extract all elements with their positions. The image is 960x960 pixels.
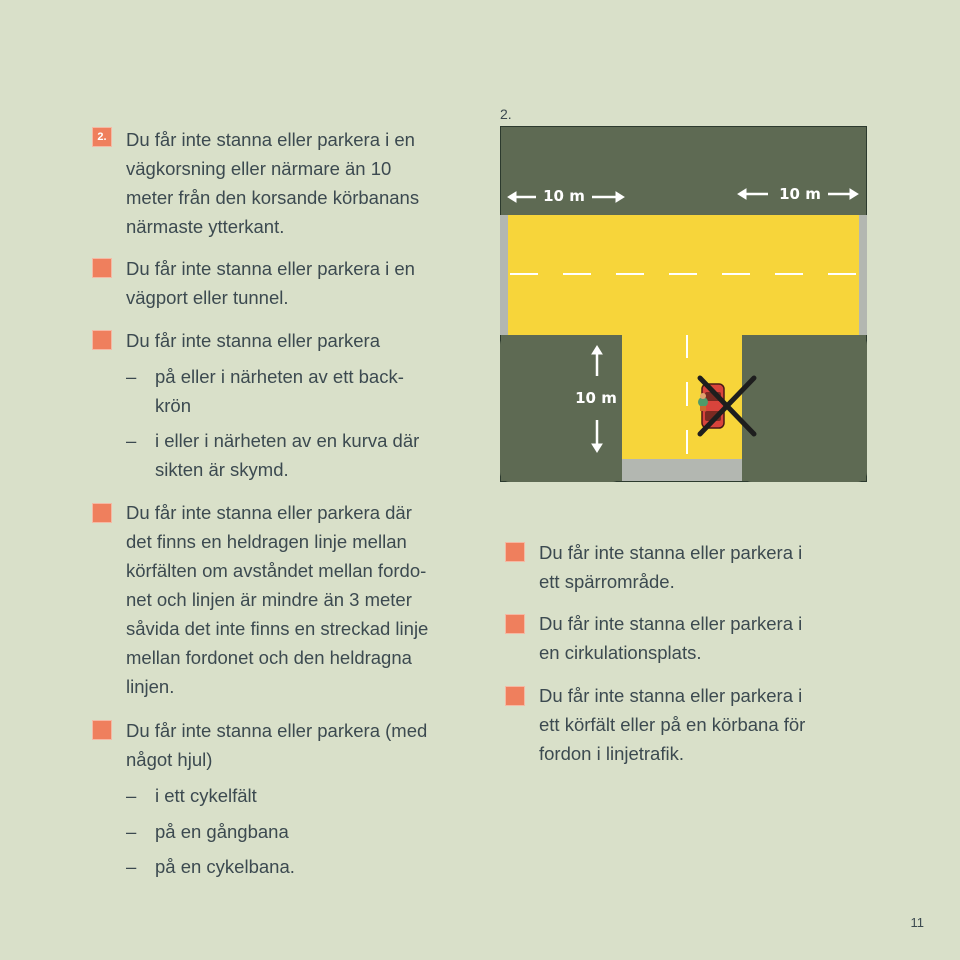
rule-line: ett körfält eller på en körbana för	[539, 714, 806, 735]
bullet-box	[92, 720, 112, 740]
rule-line: det finns en heldragen linje mellan	[126, 531, 407, 552]
rule-line: net och linjen är mindre än 3 meter	[126, 589, 412, 610]
rule-barrier-area	[539, 538, 802, 596]
rule-tunnel	[126, 254, 415, 312]
sub-rule-hill	[155, 362, 404, 420]
rule-bike-walk	[126, 716, 427, 774]
sub-rule-line: krön	[155, 395, 191, 416]
figure-label: 2.	[500, 106, 512, 122]
sidewalk-top-left	[500, 215, 508, 335]
sub-rule-bike-lane: i ett cykelfält	[155, 785, 257, 806]
rule-line: Du får inte stanna eller parkera i en	[126, 258, 415, 279]
dash: –	[126, 821, 137, 842]
rule-line: linjen.	[126, 676, 175, 697]
rule-line: mellan fordonet och den heldragna	[126, 647, 412, 668]
distance-label-vertical: 10 m	[575, 389, 617, 407]
rule-line: såvida det inte finns en streckad linje	[126, 618, 429, 639]
rule-line: meter från den korsande körbanans	[126, 187, 420, 208]
rule-line: ett spärrområde.	[539, 571, 675, 592]
rule-line: vägkorsning eller närmare än 10	[126, 158, 392, 179]
rule-line: något hjul)	[126, 749, 213, 770]
rule-roundabout	[539, 609, 802, 667]
dash: –	[126, 785, 137, 806]
distance-label-right: 10 m	[779, 185, 821, 203]
dash: –	[126, 366, 137, 387]
rule-line: Du får inte stanna eller parkera där	[126, 502, 412, 523]
intersection-diagram	[500, 126, 867, 482]
bullet-box	[505, 614, 525, 634]
rule-line: körfälten om avståndet mellan fordo-	[126, 560, 427, 581]
sub-rule-line: i eller i närheten av en kurva där	[155, 430, 420, 451]
bullet-box	[92, 258, 112, 278]
sub-rule-curve	[155, 426, 419, 484]
block-right	[742, 335, 867, 482]
sub-rule-sidewalk: på en gångbana	[155, 821, 289, 842]
bullet-box	[505, 542, 525, 562]
rule-line: Du får inte stanna eller parkera i	[539, 613, 803, 634]
distance-label-left: 10 m	[543, 187, 585, 205]
rule-intersection	[126, 125, 419, 241]
bullet-box	[92, 503, 112, 523]
curb-bottom	[622, 459, 742, 481]
page-number: 11	[910, 915, 924, 930]
rule-line: vägport eller tunnel.	[126, 287, 289, 308]
sub-rule-line: på eller i närheten av ett back-	[155, 366, 404, 387]
block-left	[500, 335, 622, 482]
sub-rule-line: sikten är skymd.	[155, 459, 289, 480]
sub-rule-bike-path: på en cykelbana.	[155, 856, 295, 877]
sidewalk-top-right	[859, 215, 867, 335]
rule-line: Du får inte stanna eller parkera (med	[126, 720, 428, 741]
dash: –	[126, 430, 137, 451]
rule-bus-lane	[539, 681, 805, 768]
number-badge: 2.	[92, 127, 112, 147]
rule-line: närmaste ytterkant.	[126, 216, 285, 237]
rule-line: fordon i linjetrafik.	[539, 743, 684, 764]
bullet-box	[505, 686, 525, 706]
rule-line: Du får inte stanna eller parkera	[126, 330, 380, 351]
dash: –	[126, 856, 137, 877]
bullet-box	[92, 330, 112, 350]
rule-line: Du får inte stanna eller parkera i	[539, 685, 803, 706]
rule-line: Du får inte stanna eller parkera i	[539, 542, 803, 563]
rule-solid-line	[126, 498, 428, 701]
rule-hill-curve	[126, 326, 380, 355]
rule-line: en cirkulationsplats.	[539, 642, 702, 663]
rule-line: Du får inte stanna eller parkera i en	[126, 129, 415, 150]
